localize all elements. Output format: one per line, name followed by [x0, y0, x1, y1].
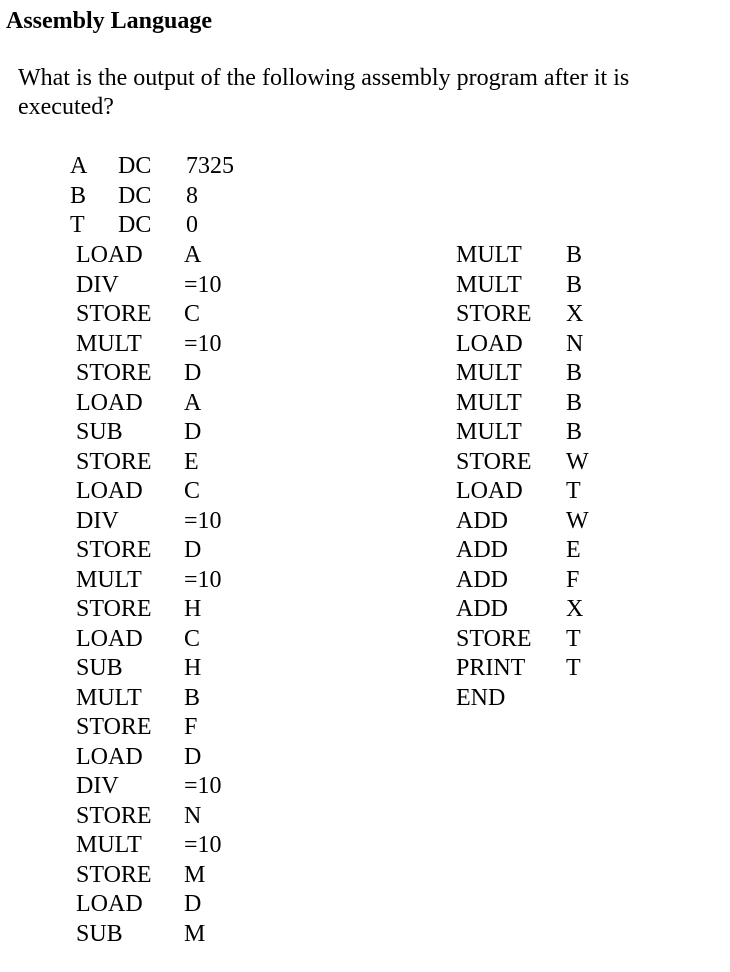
instruction-operand: =10 [184, 271, 222, 298]
instruction-opcode: STORE [456, 448, 532, 475]
declaration-row [70, 152, 234, 182]
instruction-operand: W [566, 448, 589, 475]
instruction-row [456, 595, 589, 625]
instruction-opcode: LOAD [76, 891, 143, 917]
instruction-opcode: SUB [76, 655, 123, 681]
instruction-operand: B [566, 242, 583, 268]
declaration-value: 0 [186, 212, 198, 238]
instruction-opcode: STORE [76, 448, 152, 475]
instruction-opcode: MULT [456, 419, 522, 445]
instruction-row [76, 300, 222, 330]
declaration-value: 8 [186, 182, 198, 209]
instruction-opcode: LOAD [76, 625, 143, 652]
instruction-operand: E [566, 537, 581, 563]
declaration-row [70, 211, 234, 241]
instruction-row [76, 890, 222, 920]
instruction-operand: H [184, 596, 202, 622]
instruction-opcode: MULT [76, 832, 142, 858]
instruction-operand: X [566, 596, 584, 622]
instruction-operand: =10 [184, 507, 222, 534]
instruction-opcode: DIV [76, 271, 119, 298]
instruction-opcode: STORE [76, 537, 152, 563]
instruction-operand: B [184, 684, 201, 711]
instruction-operand: =10 [184, 330, 222, 357]
instruction-row [76, 654, 222, 684]
instruction-row [76, 684, 222, 714]
instruction-opcode: STORE [76, 802, 152, 829]
instruction-opcode: MULT [456, 360, 522, 386]
instruction-operand: H [184, 655, 202, 681]
instruction-row [76, 861, 222, 891]
instruction-opcode: LOAD [456, 478, 523, 504]
instruction-operand: D [184, 537, 202, 563]
declaration-directive: DC [118, 182, 152, 209]
instruction-operand: C [184, 478, 201, 504]
instruction-row [456, 566, 589, 596]
declaration-label: B [70, 182, 87, 209]
instruction-row [456, 507, 589, 537]
instruction-operand: X [566, 301, 584, 327]
instruction-row [456, 418, 589, 448]
instruction-row [76, 448, 222, 478]
instruction-row [76, 241, 222, 271]
instruction-operand: =10 [184, 773, 222, 799]
instruction-row [76, 359, 222, 389]
instruction-operand: E [184, 448, 199, 475]
instruction-opcode: ADD [456, 596, 508, 622]
instruction-opcode: ADD [456, 537, 508, 563]
instruction-opcode: MULT [456, 242, 522, 268]
instruction-row [456, 625, 589, 655]
instruction-row [456, 359, 589, 389]
instruction-operand: A [184, 389, 202, 416]
instruction-row [76, 713, 222, 743]
instruction-opcode: MULT [76, 684, 142, 711]
instruction-operand: T [566, 625, 581, 652]
instruction-operand: M [184, 861, 206, 888]
instruction-operand: T [566, 478, 581, 504]
declaration-value: 7325 [186, 153, 234, 179]
instruction-operand: B [566, 419, 583, 445]
instruction-operand: D [184, 891, 202, 917]
instruction-opcode: SUB [76, 419, 123, 445]
instruction-opcode: STORE [76, 301, 152, 327]
data-declarations [70, 152, 234, 241]
instruction-row [456, 271, 589, 301]
instruction-opcode: LOAD [76, 389, 143, 416]
instruction-row [76, 920, 222, 950]
instruction-opcode: MULT [456, 271, 522, 298]
page-title: Assembly Language [6, 8, 213, 34]
instruction-row [456, 300, 589, 330]
instruction-row [76, 389, 222, 419]
instruction-operand: N [566, 330, 584, 357]
instruction-row [456, 448, 589, 478]
declaration-label: T [70, 212, 85, 238]
instruction-row [76, 802, 222, 832]
instruction-operand: =10 [184, 566, 222, 593]
instruction-opcode: STORE [456, 625, 532, 652]
instruction-opcode: MULT [456, 389, 522, 416]
instruction-opcode: ADD [456, 507, 508, 534]
instructions-left-column [76, 241, 222, 949]
instruction-operand: M [184, 920, 206, 947]
instruction-opcode: LOAD [456, 330, 523, 357]
instruction-row [76, 831, 222, 861]
instruction-opcode: END [456, 684, 506, 711]
instruction-row [76, 418, 222, 448]
declaration-row [70, 182, 234, 212]
instruction-opcode: STORE [76, 596, 152, 622]
instruction-operand: A [184, 242, 202, 268]
instruction-operand: W [566, 507, 589, 534]
instruction-operand: T [566, 655, 581, 681]
instruction-row [76, 507, 222, 537]
instruction-operand: B [566, 389, 583, 416]
instruction-operand: N [184, 802, 202, 829]
instruction-opcode: STORE [76, 714, 152, 740]
instruction-opcode: ADD [456, 566, 508, 593]
instruction-opcode: LOAD [76, 743, 143, 770]
instruction-row [76, 477, 222, 507]
instruction-row [76, 595, 222, 625]
instruction-opcode: STORE [456, 301, 532, 327]
instruction-opcode: LOAD [76, 478, 143, 504]
instruction-operand: =10 [184, 832, 222, 858]
question-text: What is the output of the following assembly program after it is executed? [18, 65, 630, 120]
instruction-opcode: SUB [76, 920, 123, 947]
instruction-operand: F [184, 714, 198, 740]
instruction-row [76, 772, 222, 802]
instruction-opcode: LOAD [76, 242, 143, 268]
instruction-opcode: PRINT [456, 655, 526, 681]
instruction-row [76, 536, 222, 566]
instruction-operand: C [184, 301, 201, 327]
instruction-row [456, 684, 589, 714]
instructions-right-column [456, 241, 589, 713]
instruction-row [456, 477, 589, 507]
instruction-opcode: DIV [76, 507, 119, 534]
instruction-opcode: STORE [76, 861, 152, 888]
instruction-operand: D [184, 419, 202, 445]
declaration-directive: DC [118, 153, 152, 179]
instruction-row [456, 654, 589, 684]
declaration-label: A [70, 153, 88, 179]
instruction-opcode: MULT [76, 566, 142, 593]
instruction-operand: B [566, 271, 583, 298]
instruction-row [456, 330, 589, 360]
declaration-directive: DC [118, 212, 152, 238]
instruction-opcode: DIV [76, 773, 119, 799]
instruction-row [76, 625, 222, 655]
instruction-row [76, 271, 222, 301]
instruction-row [456, 536, 589, 566]
instruction-operand: C [184, 625, 201, 652]
instruction-opcode: MULT [76, 330, 142, 357]
instruction-operand: B [566, 360, 583, 386]
instruction-operand: F [566, 566, 580, 593]
instruction-row [76, 566, 222, 596]
instruction-row [76, 330, 222, 360]
instruction-operand: D [184, 360, 202, 386]
instruction-opcode: STORE [76, 360, 152, 386]
instruction-operand: D [184, 743, 202, 770]
instruction-row [76, 743, 222, 773]
instruction-row [456, 241, 589, 271]
instruction-row [456, 389, 589, 419]
